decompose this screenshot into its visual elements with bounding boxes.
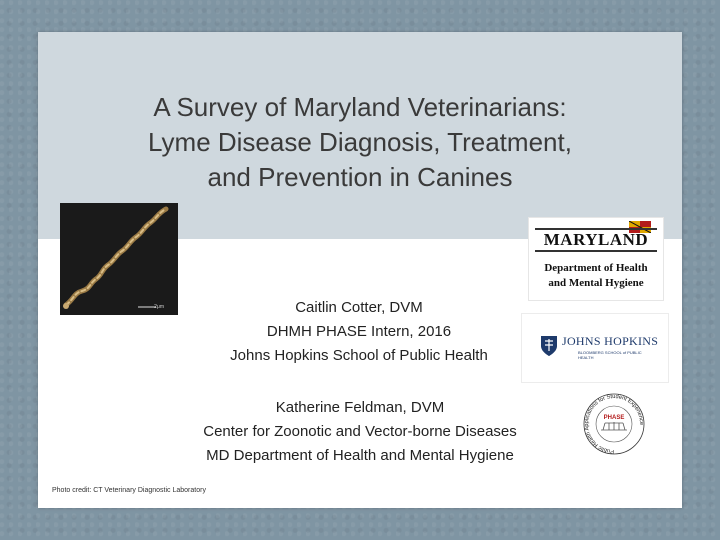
title-line-3: and Prevention in Canines bbox=[207, 162, 513, 192]
johns-hopkins-logo bbox=[521, 313, 669, 383]
slide-title bbox=[78, 90, 642, 195]
slide bbox=[38, 32, 682, 508]
photo-credit: Photo credit: CT Veterinary Diagnostic Laboratory bbox=[52, 487, 206, 494]
author-2-center: Center for Zoonotic and Vector-borne Diseases bbox=[203, 423, 517, 440]
author-2-block bbox=[158, 396, 562, 468]
author-1-name: Caitlin Cotter, DVM bbox=[295, 299, 423, 316]
phase-acronym: PHASE bbox=[603, 415, 625, 421]
author-1-affiliation: Johns Hopkins School of Public Health bbox=[230, 347, 488, 364]
title-line-1: A Survey of Maryland Veterinarians: bbox=[153, 92, 567, 122]
author-2-name: Katherine Feldman, DVM bbox=[275, 399, 445, 416]
author-1-block bbox=[188, 296, 530, 368]
dhmh-line-2: and Mental Hygiene bbox=[548, 277, 644, 289]
phase-seal-icon bbox=[579, 392, 649, 456]
phase-ring-text: Public Health Applications for Student Experience bbox=[584, 393, 645, 455]
dhmh-line-1: Department of Health bbox=[544, 262, 648, 274]
maryland-dhmh-logo bbox=[528, 217, 664, 301]
jhu-subtitle: BLOOMBERG SCHOOL of PUBLIC HEALTH bbox=[578, 350, 642, 360]
jhu-shield-icon bbox=[540, 335, 558, 357]
author-2-affiliation: MD Department of Health and Mental Hygiene bbox=[206, 447, 514, 464]
scale-bar-label: 2μm bbox=[154, 304, 164, 310]
spirochete-photo bbox=[60, 203, 178, 315]
jhu-name: JOHNS HOPKINS bbox=[562, 334, 659, 348]
author-1-role: DHMH PHASE Intern, 2016 bbox=[266, 323, 452, 340]
title-line-2: Lyme Disease Diagnosis, Treatment, bbox=[148, 127, 572, 157]
maryland-wordmark: MARYLAND bbox=[535, 228, 657, 252]
phase-logo bbox=[579, 392, 649, 456]
spirochete-image bbox=[60, 203, 178, 315]
